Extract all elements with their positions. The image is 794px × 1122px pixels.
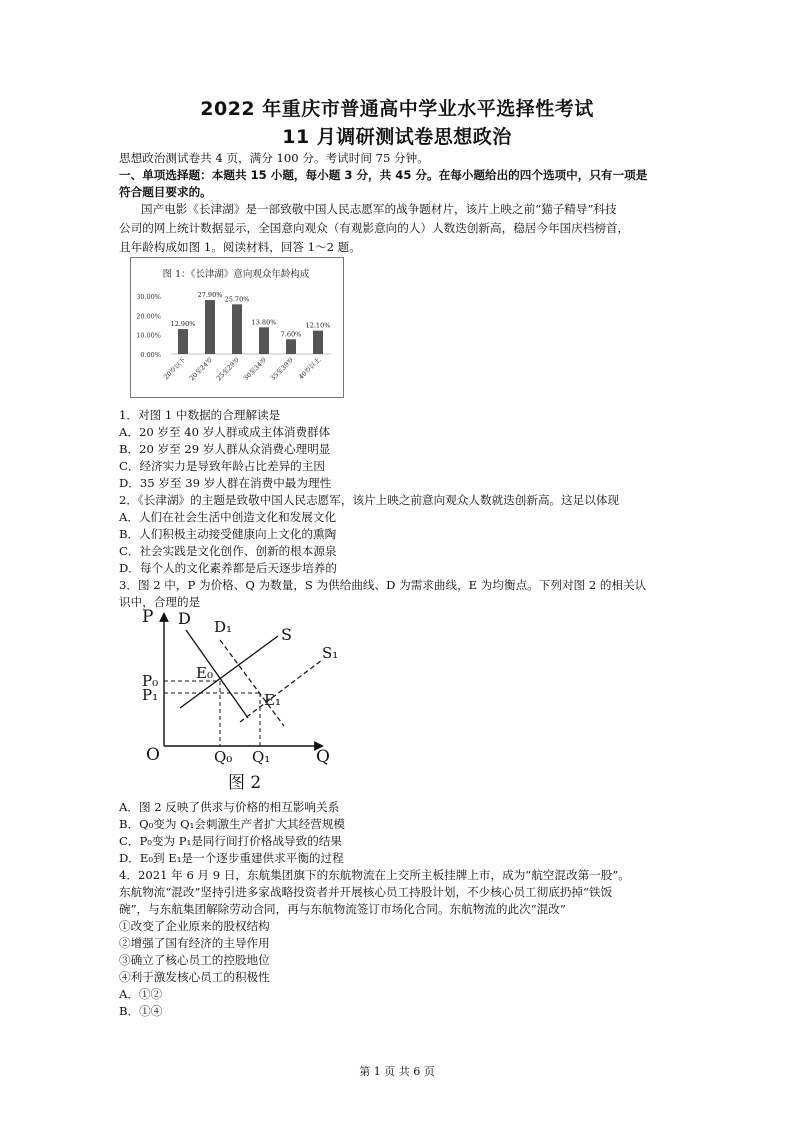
q3-option-a: A．图 2 反映了供求与价格的相互影响关系 [119,800,340,814]
q2-option-d: D．每个人的文化素养都是后天逐步培养的 [119,561,337,575]
figure-1-svg [131,258,343,397]
q2-option-c: C．社会实践是文化创作、创新的根本源泉 [119,544,337,558]
x-category-label: 20至24岁 [187,355,215,383]
label-e0: E₀ [196,664,213,682]
bar-value-label: 12.90% [170,320,196,329]
page-footer: 第 1 页 共 6 页 [359,1065,435,1078]
figure-2-caption: 图 2 [228,773,262,793]
bar-3 [232,304,242,354]
q4-statement-2: ②增强了国有经济的主导作用 [119,936,270,950]
y-tick-label: 20.00% [136,312,161,321]
passage-line-3: 且年龄构成如图 1。阅读材料，回答 1～2 题。 [119,240,361,254]
x-category-label: 25至29岁 [214,355,242,383]
origin-label: O [146,745,160,765]
x-category-label: 20岁以下 [162,355,188,382]
bar-value-label: 25.70% [224,295,250,304]
q4-option-a: A．①② [119,987,163,1001]
q3-option-d: D．E₀到 E₁是一个逐步重建供求平衡的过程 [119,851,344,865]
bar-value-label: 7.60% [280,330,302,339]
q2-stem: 2．《长津湖》的主题是致敬中国人民志愿军，该片上映之前意向观众人数就迭创新高。这足以体现 [119,493,620,507]
bar-5 [286,339,296,354]
bar-1 [178,329,188,354]
q4-statement-1: ①改变了企业原来的股权结构 [119,919,270,933]
x-category-label: 35至39岁 [268,355,296,383]
q-axis-label: Q [316,747,330,767]
page-title-line-2: 11 月调研测试卷思想政治 [282,126,512,148]
label-p0: P₀ [142,672,159,690]
label-s: S [281,625,292,644]
bar-2 [205,300,215,354]
q2-option-b: B．人们积极主动接受健康向上文化的熏陶 [119,527,337,541]
q4-stem-line-1: 4．2021 年 6 月 9 日，东航集团旗下的东航物流在上交所主板挂牌上市，成为“航空混改第一股”。 [119,868,630,882]
bar-6 [313,331,323,354]
page-title-line-1: 2022 年重庆市普通高中学业水平选择性考试 [200,98,594,120]
label-q1: Q₁ [252,748,271,766]
figure-1-chart [130,257,344,398]
q1-option-a: A．20 岁至 40 岁人群或成主体消费群体 [119,425,331,439]
x-category-label: 30至34岁 [241,355,269,383]
label-s1: S₁ [322,644,339,662]
y-tick-label: 30.00% [136,293,161,301]
q3-stem-line-1: 3．图 2 中，P 为价格、Q 为数量，S 为供给曲线、D 为需求曲线，E 为均衡点。下列对图 2 的相关认 [119,578,647,592]
section-heading-line-2: 符合题目要求的。 [119,185,212,199]
label-p1: P₁ [142,686,159,704]
q1-option-c: C．经济实力是导致年龄占比差异的主因 [119,459,325,473]
q4-stem-line-3: 碗”，与东航集团解除劳动合同，再与东航物流签订市场化合同。东航物流的此次“混改” [119,902,566,916]
y-tick-label: 0.00% [140,351,161,359]
q3-stem-line-2: 识中，合理的是 [119,595,201,609]
label-d: D [178,609,191,628]
p-axis-label: P [142,607,154,627]
q3-option-b: B．Q₀变为 Q₁会刺激生产者扩大其经营规模 [119,817,346,831]
q3-option-c: C．P₀变为 P₁是同行间打价格战导致的结果 [119,834,342,848]
supply-curve-s1 [240,660,322,722]
label-q0: Q₀ [214,748,233,766]
exam-intro: 思想政治测试卷共 4 页，满分 100 分。考试时间 75 分钟。 [119,151,429,165]
label-d1: D₁ [214,618,233,636]
bar-value-label: 27.90% [197,291,223,300]
figure-2-diagram [136,602,339,793]
q2-option-a: A．人们在社会生活中创造文化和发展文化 [119,510,337,524]
bar-value-label: 13.80% [251,318,277,327]
chart-title: 图 1：《长津湖》意向观众年龄构成 [162,269,310,280]
passage-line-2: 公司的网上统计数据显示，全国意向观众（有观影意向的人）人数迭创新高，稳居今年国庆档榜首， [119,221,630,235]
label-e1: E₁ [264,691,281,709]
demand-curve-d1 [220,640,284,726]
q4-statement-4: ④利于激发核心员工的积极性 [119,970,270,984]
q4-statement-3: ③确立了核心员工的控股地位 [119,953,270,967]
y-tick-label: 10.00% [136,331,161,340]
x-category-label: 40岁以上 [297,355,323,382]
q1-stem: 1．对图 1 中数据的合理解读是 [119,408,281,422]
bar-value-label: 12.10% [305,321,331,330]
bar-4 [259,327,269,354]
q1-option-d: D．35 岁至 39 岁人群在消费中最为理性 [119,476,332,490]
section-heading-line-1: 一、单项选择题：本题共 15 小题，每小题 3 分，共 45 分。在每小题给出的四个选项中，只有一项是 [119,168,648,182]
passage-line-1: 国产电影《长津湖》是一部致敬中国人民志愿军的战争题材片，该片上映之前“猫子精导”科技 [141,202,617,216]
q1-option-b: B．20 岁至 29 岁人群从众消费心理明显 [119,442,331,456]
q4-stem-line-2: 东航物流“混改”坚持引进多家战略投资者并开展核心员工持股计划，不少核心员工彻底扔掉“铁饭 [119,885,613,899]
q4-option-b: B．①④ [119,1004,163,1018]
